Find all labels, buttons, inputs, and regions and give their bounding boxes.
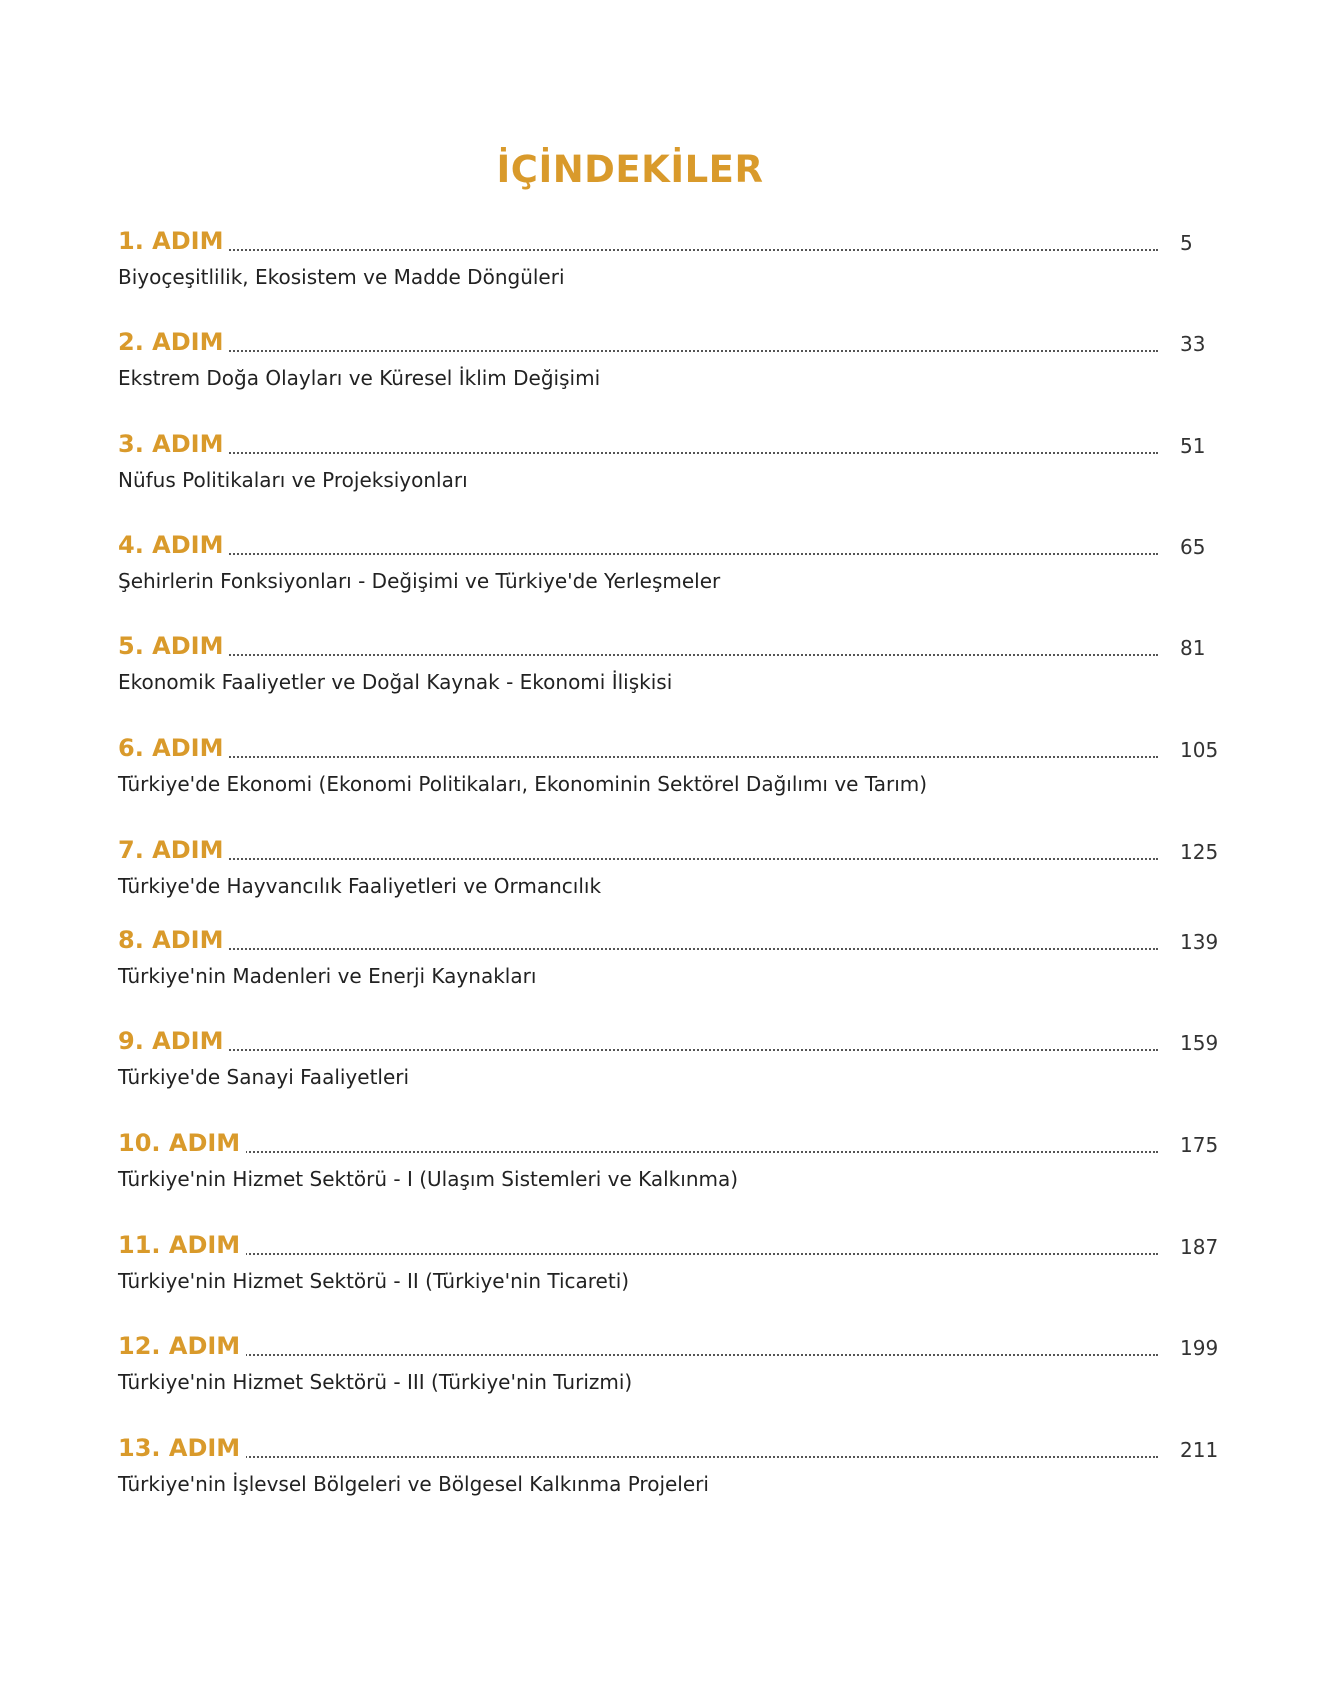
toc-entry[interactable] [118, 836, 1218, 898]
toc-subtitle: Ekonomik Faaliyetler ve Doğal Kaynak - Ekonomi İlişkisi [118, 670, 673, 694]
dot-leader [158, 1253, 1158, 1255]
toc-step-label: 12. ADIM [118, 1332, 246, 1360]
dot-leader [158, 1049, 1158, 1051]
toc-page-number: 5 [1180, 231, 1193, 255]
dot-leader [158, 1354, 1158, 1356]
toc-subtitle: Türkiye'nin İşlevsel Bölgeleri ve Bölgesel Kalkınma Projeleri [118, 1472, 709, 1496]
toc-subtitle: Türkiye'nin Hizmet Sektörü - III (Türkiye'nin Turizmi) [118, 1370, 633, 1394]
toc-entry[interactable] [118, 632, 1218, 694]
toc-entry[interactable] [118, 1332, 1218, 1394]
dot-leader [158, 452, 1158, 454]
toc-step-label: 13. ADIM [118, 1434, 246, 1462]
toc-entry[interactable] [118, 328, 1218, 390]
toc-page-number: 105 [1180, 738, 1219, 762]
toc-entry[interactable] [118, 1027, 1218, 1089]
toc-page-number: 125 [1180, 840, 1219, 864]
toc-page-number: 33 [1180, 332, 1206, 356]
dot-leader [158, 654, 1158, 656]
toc-page-number: 51 [1180, 434, 1206, 458]
toc-subtitle: Biyoçeşitlilik, Ekosistem ve Madde Döngüleri [118, 265, 565, 289]
dot-leader [158, 1151, 1158, 1153]
toc-step-label: 10. ADIM [118, 1129, 246, 1157]
toc-entry[interactable] [118, 1129, 1218, 1191]
toc-subtitle: Türkiye'nin Hizmet Sektörü - II (Türkiye'nin Ticareti) [118, 1269, 630, 1293]
toc-subtitle: Nüfus Politikaları ve Projeksiyonları [118, 468, 468, 492]
toc-page-number: 187 [1180, 1235, 1219, 1259]
toc-subtitle: Şehirlerin Fonksiyonları - Değişimi ve Türkiye'de Yerleşmeler [118, 569, 721, 593]
dot-leader [158, 249, 1158, 251]
toc-step-label: 11. ADIM [118, 1231, 246, 1259]
page-title: İÇİNDEKİLER [496, 148, 764, 191]
dot-leader [158, 1456, 1158, 1458]
toc-step-label: 1. ADIM [118, 227, 229, 255]
dot-leader [158, 948, 1158, 950]
toc-subtitle: Ekstrem Doğa Olayları ve Küresel İklim Değişimi [118, 366, 601, 390]
toc-subtitle: Türkiye'nin Madenleri ve Enerji Kaynakları [118, 964, 537, 988]
toc-page-number: 175 [1180, 1133, 1219, 1157]
toc-step-label: 6. ADIM [118, 734, 229, 762]
toc-subtitle: Türkiye'de Sanayi Faaliyetleri [118, 1065, 410, 1089]
dot-leader [158, 756, 1158, 758]
toc-step-label: 3. ADIM [118, 430, 229, 458]
dot-leader [158, 553, 1158, 555]
toc-entry[interactable] [118, 227, 1218, 289]
dot-leader [158, 858, 1158, 860]
toc-step-label: 4. ADIM [118, 531, 229, 559]
dot-leader [158, 350, 1158, 352]
toc-subtitle: Türkiye'de Ekonomi (Ekonomi Politikaları, Ekonominin Sektörel Dağılımı ve Tarım) [118, 772, 928, 796]
toc-subtitle: Türkiye'de Hayvancılık Faaliyetleri ve Ormancılık [118, 874, 602, 898]
toc-entry[interactable] [118, 734, 1218, 796]
toc-step-label: 9. ADIM [118, 1027, 229, 1055]
toc-step-label: 5. ADIM [118, 632, 229, 660]
toc-subtitle: Türkiye'nin Hizmet Sektörü - I (Ulaşım Sistemleri ve Kalkınma) [118, 1167, 739, 1191]
toc-entry[interactable] [118, 1434, 1218, 1496]
toc-step-label: 2. ADIM [118, 328, 229, 356]
toc-step-label: 8. ADIM [118, 926, 229, 954]
toc-page-number: 81 [1180, 636, 1206, 660]
toc-page-number: 65 [1180, 535, 1206, 559]
toc-step-label: 7. ADIM [118, 836, 229, 864]
toc-entry[interactable] [118, 1231, 1218, 1293]
toc-page-number: 139 [1180, 930, 1219, 954]
toc-entry[interactable] [118, 531, 1218, 593]
toc-entry[interactable] [118, 430, 1218, 492]
toc-entry[interactable] [118, 926, 1218, 988]
toc-page-number: 159 [1180, 1031, 1219, 1055]
toc-page-number: 211 [1180, 1438, 1219, 1462]
toc-page-number: 199 [1180, 1336, 1219, 1360]
